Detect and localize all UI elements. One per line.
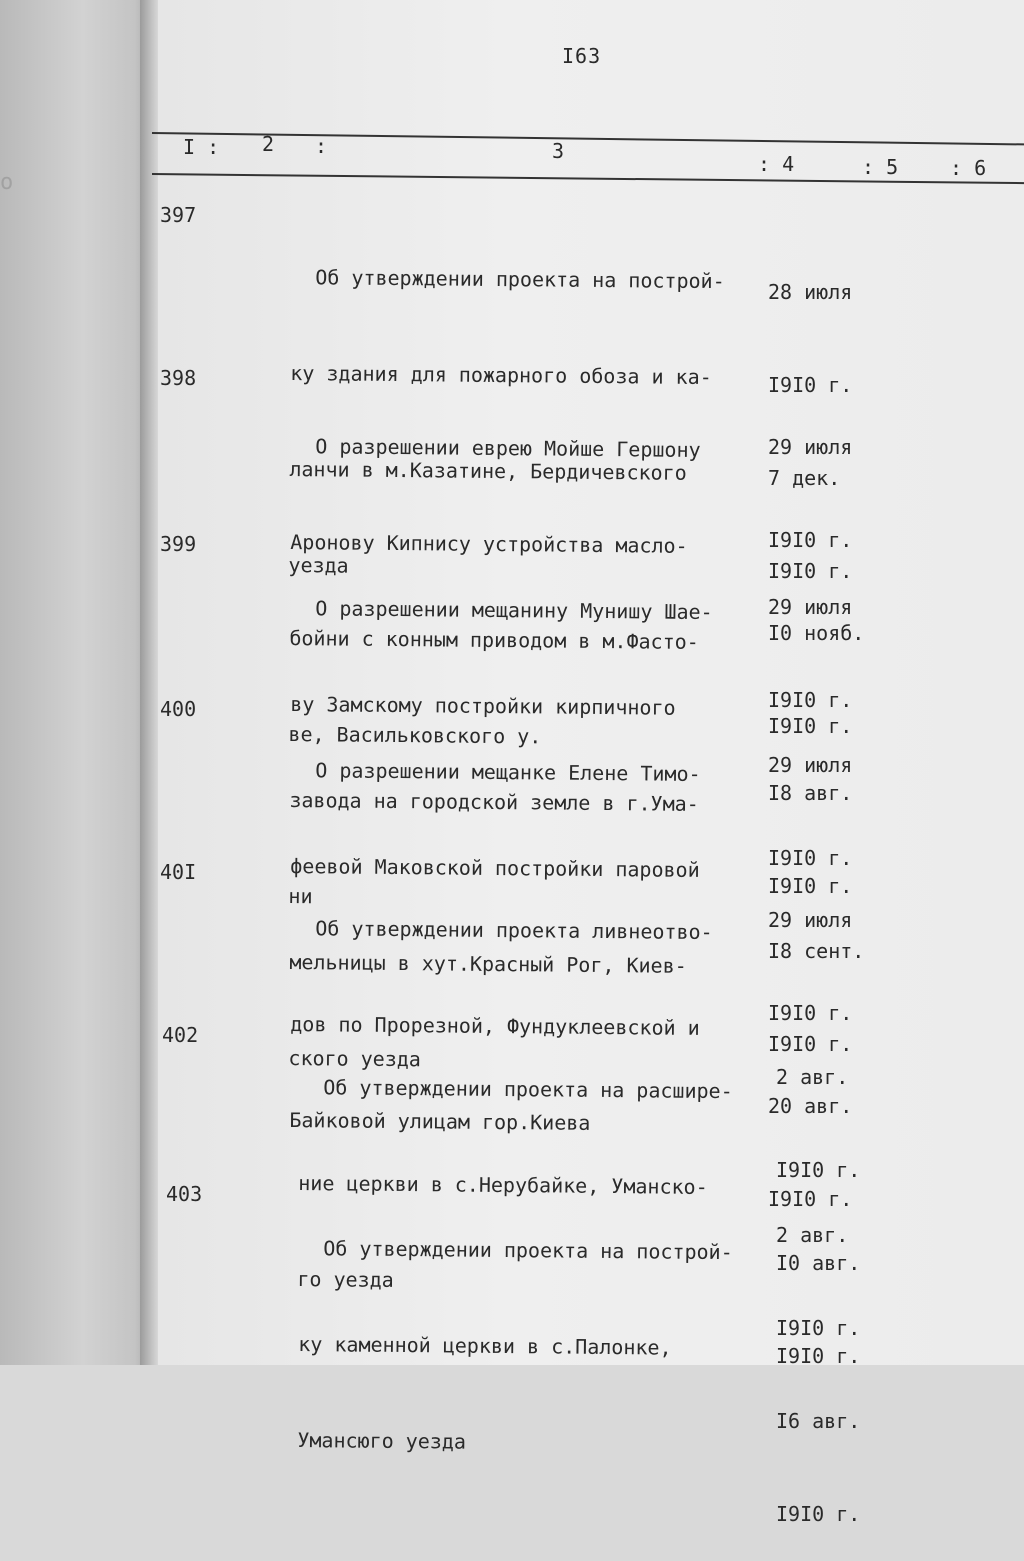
entry-date-line: 7 дек. xyxy=(768,466,841,490)
entry-date-line: I9I0 г. xyxy=(768,1032,853,1056)
entry-date-line: I9I0 г. xyxy=(768,714,853,738)
entry-date-line: I0 нояб. xyxy=(768,621,865,645)
entry-number: 397 xyxy=(160,203,197,227)
entry-date-line: 29 июля xyxy=(768,595,853,619)
entry-text-line: Об утверждении проекта ливнеотво- xyxy=(291,915,713,945)
entry-text-line: ве, Васильковского у. xyxy=(288,721,542,749)
facing-page xyxy=(0,0,150,1365)
entry-date-line: I9I0 г. xyxy=(768,874,853,898)
entry-number: 403 xyxy=(166,1182,203,1206)
column-header-2-separator: : xyxy=(315,134,328,158)
page-number: I63 xyxy=(562,44,602,68)
entry-date-line: I9I0 г. xyxy=(776,1158,861,1182)
column-header-3: 3 xyxy=(552,139,565,163)
entry-date-line: 29 июля xyxy=(768,753,853,777)
entry-number: 398 xyxy=(160,366,197,390)
entry-text-line: Об утверждении проекта на построй- xyxy=(291,264,725,294)
entry-description xyxy=(297,1168,734,1492)
entry-text-line: ни xyxy=(288,883,313,909)
entry-text-line: Байковой улицам гор.Киева xyxy=(289,1107,591,1135)
entry-text-line: ву Замскому постройки кирпичного xyxy=(290,691,676,720)
entry-date-line: I9I0 г. xyxy=(768,846,853,870)
entry-text-line: уезда xyxy=(288,552,349,578)
entry-text-line: ку здания для пожарного обоза и ка- xyxy=(290,360,712,390)
entry-text-line: завода на городской земле в г.Ума- xyxy=(289,787,699,816)
entry-date-line: I0 авг. xyxy=(776,1251,861,1275)
entry-text-line: мельницы в хут.Красный Рог, Киев- xyxy=(289,949,687,978)
entry-date-line: 20 авг. xyxy=(768,1094,853,1118)
entry-text-line: го уезда xyxy=(297,1266,394,1292)
entry-text-line: феевой Маковской постройки паровой xyxy=(290,853,700,882)
entry-date-line: I9I0 г. xyxy=(776,1316,861,1340)
entry-number: 399 xyxy=(160,532,197,556)
entry-date-line: I9I0 г. xyxy=(768,373,853,397)
entry-text-line: О разрешении еврею Мойше Гершону xyxy=(291,433,701,462)
entry-date-line: I9I0 г. xyxy=(768,1187,853,1211)
entry-number: 402 xyxy=(162,1023,199,1047)
entry-number: 40I xyxy=(160,860,197,884)
entry-date-line: I9I0 г. xyxy=(768,688,853,712)
entry-number: 400 xyxy=(160,697,197,721)
entry-date-line: 29 июля xyxy=(768,908,853,932)
entry-text-line: Аронову Кипнису устройства масло- xyxy=(290,529,688,558)
column-header-1: I : xyxy=(183,135,220,159)
entry-text-line: Об утверждении проекта на построй- xyxy=(299,1235,733,1265)
facing-page-texture: о xyxy=(0,170,14,195)
entry-text-line: Умансюго уезда xyxy=(297,1427,467,1454)
entry-text-line: Об утверждении проекта на расшире- xyxy=(299,1074,733,1104)
entry-date-line: 29 июля xyxy=(768,435,853,459)
entry-text-line: ние церкви в с.Нерубайке, Уманско- xyxy=(298,1170,708,1199)
column-header-5: : 5 xyxy=(862,155,899,179)
entry-date-line: I6 авг. xyxy=(776,1409,861,1433)
entry-dates xyxy=(776,1158,860,1561)
entry-text-line: ланчи в м.Казатине, Бердичевского xyxy=(289,456,687,485)
entry-text-line: ского уезда xyxy=(288,1045,422,1072)
entry-date-line: 2 авг. xyxy=(776,1065,849,1089)
entry-date-line: I8 сент. xyxy=(768,939,865,963)
entry-date-line: I9I0 г. xyxy=(768,528,853,552)
entry-text-line: дов по Прорезной, Фундуклеевской и xyxy=(290,1011,700,1040)
entry-date-line: I9I0 г. xyxy=(776,1344,861,1368)
entry-date-line: 2 авг. xyxy=(776,1223,849,1247)
column-header-6: : 6 xyxy=(950,156,987,180)
entry-date-line: I9I0 г. xyxy=(776,1502,861,1526)
entry-text-line: О разрешении мещанину Мунишу Шае- xyxy=(291,595,713,625)
column-header-2: 2 xyxy=(262,132,275,156)
entry-text-line: ку каменной церкви в с.Палонке, xyxy=(298,1331,672,1360)
column-header-4: : 4 xyxy=(758,152,795,176)
entry-text-line: О разрешении мещанке Елене Тимо- xyxy=(291,757,701,786)
entry-date-line: I8 авг. xyxy=(768,781,853,805)
entry-date-line: I9I0 г. xyxy=(768,559,853,583)
entry-date-line: 28 июля xyxy=(768,280,853,304)
entry-date-line: I9I0 г. xyxy=(768,1001,853,1025)
entry-text-line: бойни с конным приводом в м.Фасто- xyxy=(289,625,699,654)
